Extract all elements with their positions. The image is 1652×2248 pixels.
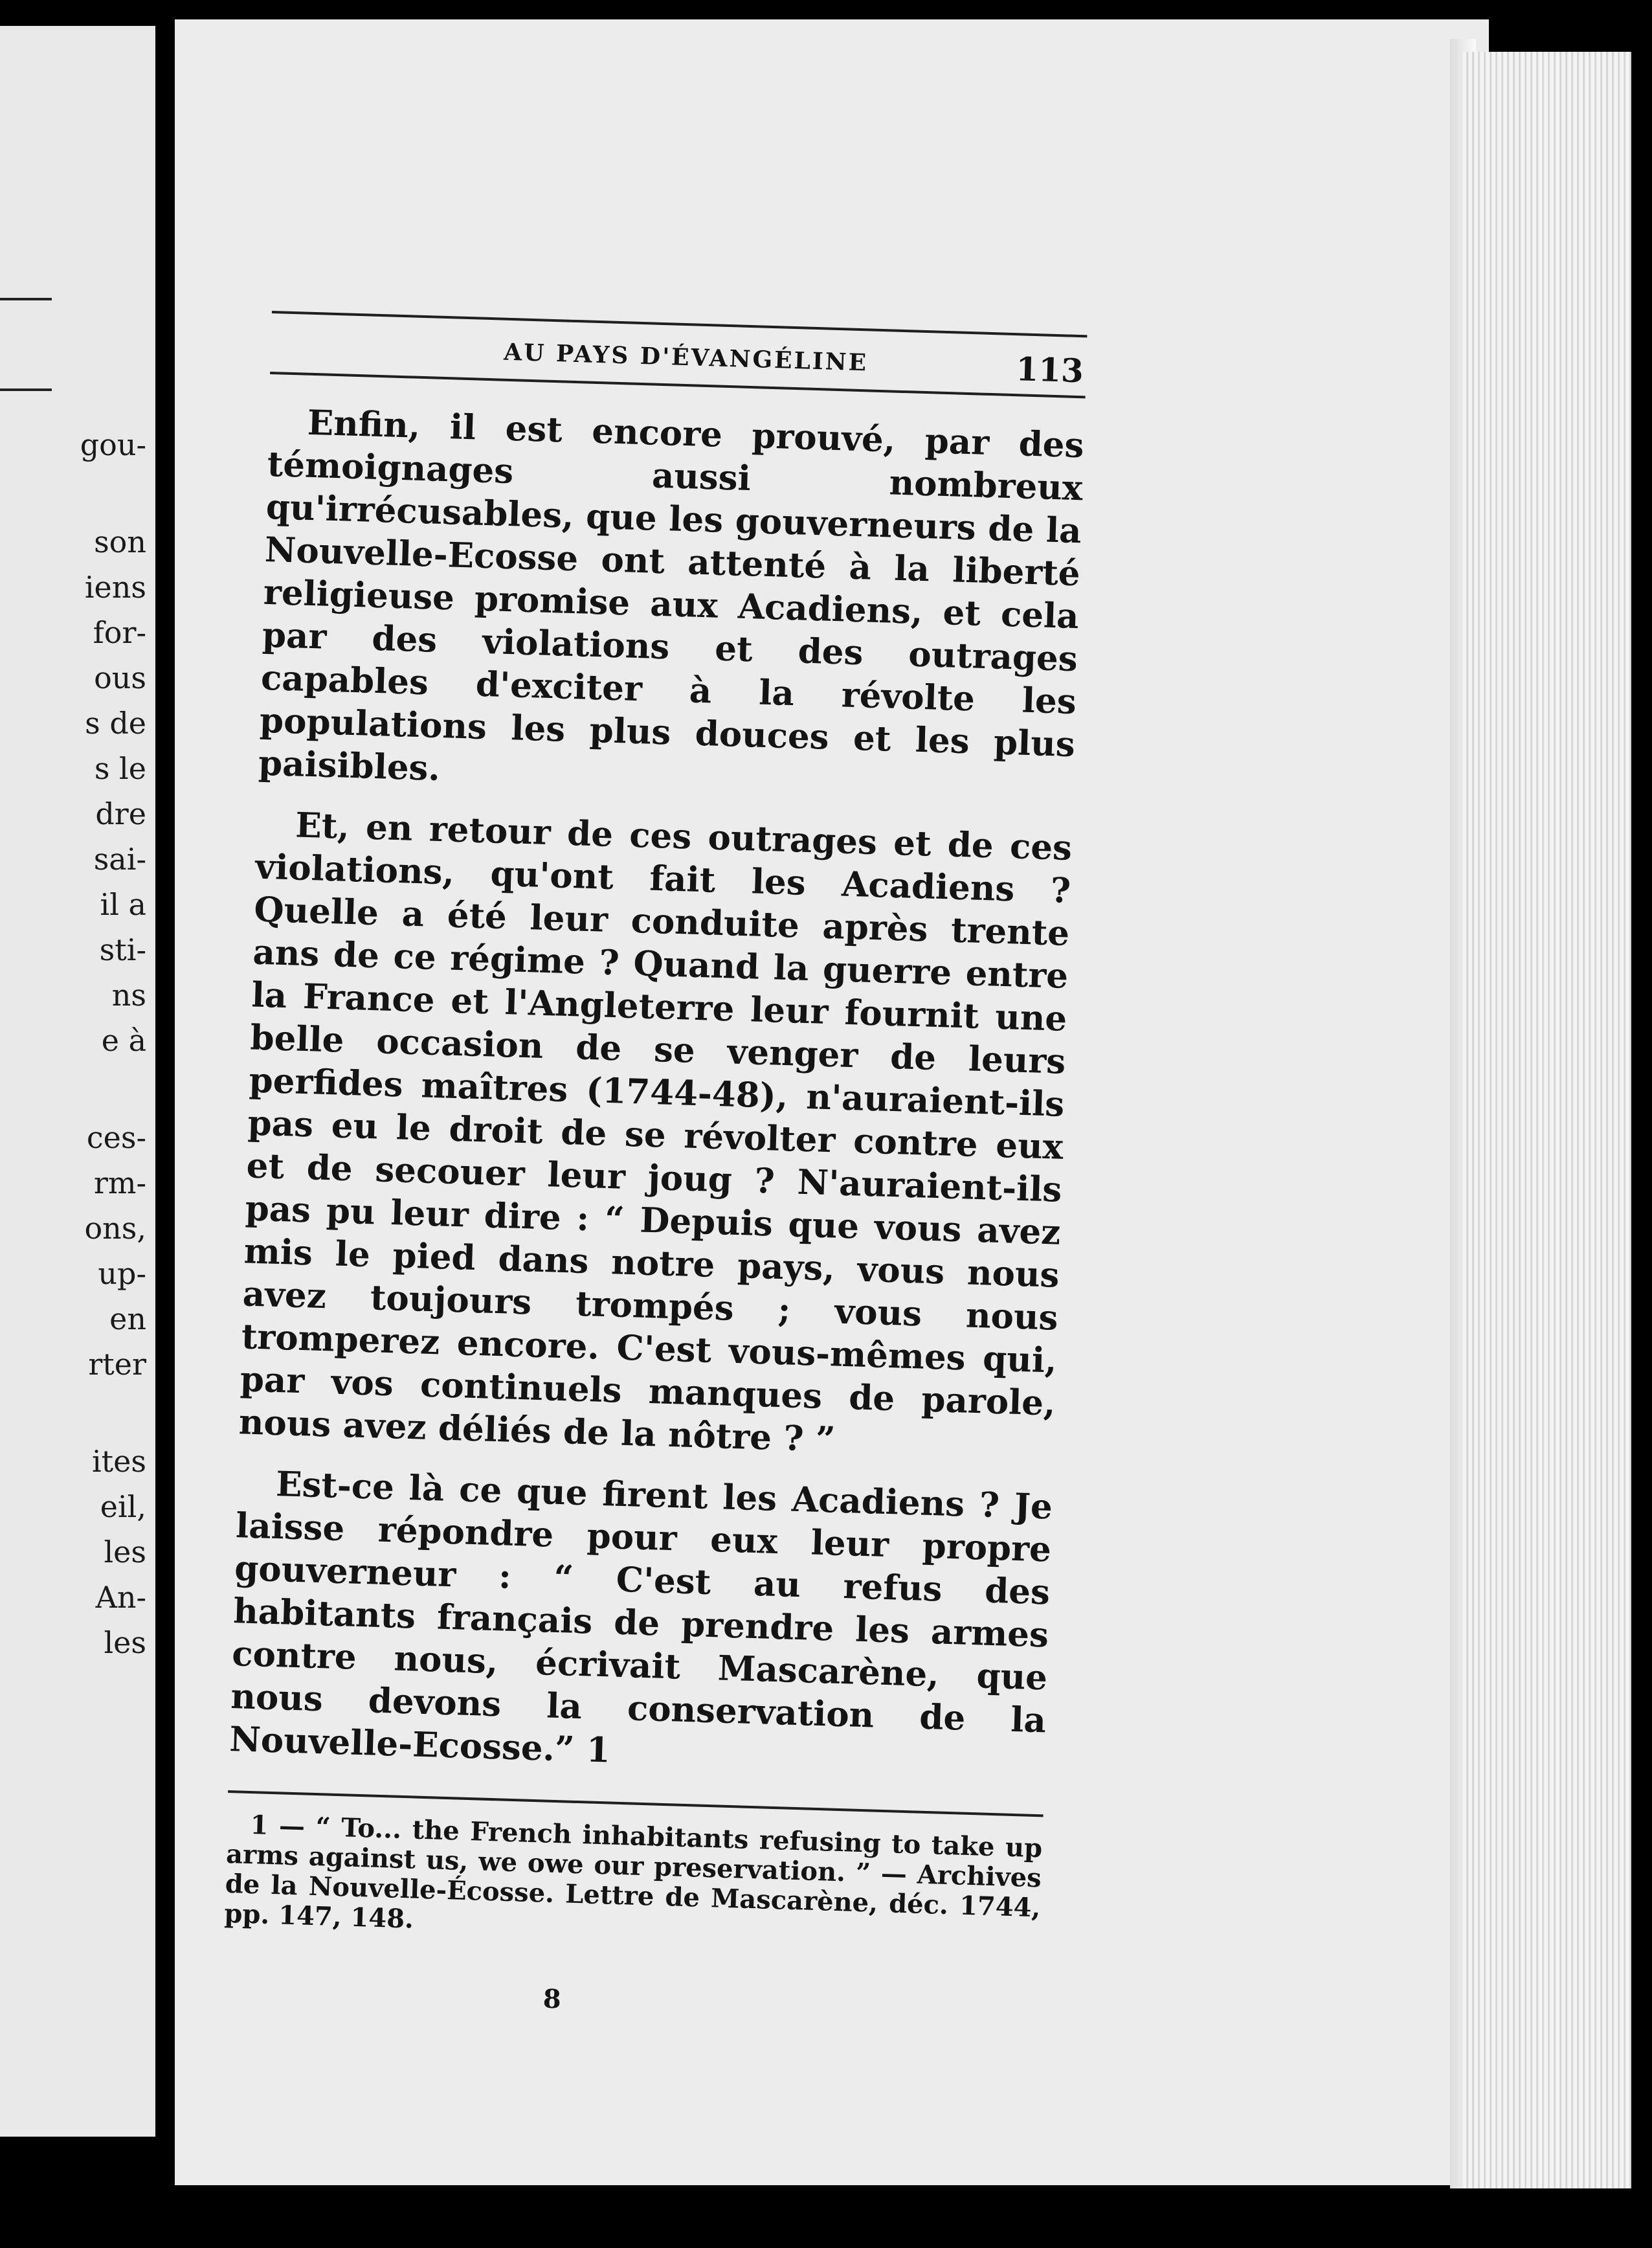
page-number: 113: [1015, 350, 1084, 390]
left-facing-page: [0, 26, 155, 2137]
left-page-fragment: les: [104, 1534, 146, 1569]
left-page-fragment: iens: [84, 570, 146, 605]
left-page-fragment: rter: [88, 1347, 146, 1382]
left-page-rule-top: [0, 298, 52, 300]
left-page-fragment: en: [109, 1301, 146, 1336]
left-page-fragment: dre: [95, 796, 146, 831]
left-page-fragment: les: [104, 1625, 146, 1660]
left-page-fragment: gou-: [80, 427, 146, 462]
left-page-fragment: sai-: [93, 842, 146, 877]
paragraph-1: Enfin, il est encore prouvé, par des témoignages aussi nombreux qu'irrécusables, que les gouverneurs de la Nouvelle-Ecosse ont attenté à la liberté religieuse promise aux Acadiens, et cela par des violations et des outrages capables d'exciter à la révolte les populations les plus douces et les plus paisibles.: [258, 402, 1085, 789]
left-page-fragment: up-: [98, 1256, 146, 1291]
footnote-text: 1 — “ To... the French inhabitants refusing to take up arms against us, we owe our preservation. ” — Archives de la Nouvelle-Écosse. Lettre de Mascarène, déc. 1744, pp. 147, 148.: [223, 1810, 1043, 1935]
paragraph-3: Est-ce là ce que firent les Acadiens ? Je laisse répondre pour eux leur propre gouverneur : “ C'est au refus des habitants français de prendre les armes contre nous, écrivait Mascarène, que nous devons la conservation de la Nouvelle-Ecosse.” 1: [229, 1463, 1053, 1771]
left-page-fragment: ous: [94, 660, 146, 695]
left-page-fragment: s de: [85, 706, 146, 741]
left-page-fragment: s le: [94, 751, 146, 786]
book-gutter: [155, 0, 175, 2248]
left-page-fragment: son: [94, 524, 146, 559]
left-page-fragment: il a: [100, 887, 146, 922]
left-page-fragment: eil,: [100, 1489, 146, 1524]
left-page-fragment: ons,: [84, 1211, 146, 1246]
left-page-rule-bottom: [0, 388, 52, 391]
left-page-fragment: for-: [93, 615, 146, 650]
paragraph-2: Et, en retour de ces outrages et de ces violations, qu'ont fait les Acadiens ? Quelle a été leur conduite après trente ans de ce régime ? Quand la guerre entre la France et l'Angleterre leur fournit une belle occasion de se venger de leurs perfides maîtres (1744-48), n'auraient-ils pas eu le droit de se révolter contre eux et de secouer leur joug ? N'auraient-ils pas pu leur dire : “ Depuis que vous avez mis le pied dans notre pays, vous nous avez toujours trompés ; vous nous tromperez encore. C'est vous-mêmes qui, par vos continuels manques de parole, nous avez déliés de la nôtre ? ”: [238, 805, 1073, 1460]
left-page-fragment: sti-: [99, 932, 146, 967]
signature-mark: 8: [542, 1983, 562, 2015]
left-page-fragment: An-: [95, 1580, 146, 1615]
page-edges: [1463, 52, 1631, 2188]
running-title: AU PAYS D'ÉVANGÉLINE: [503, 338, 869, 377]
left-page-fragment: rm-: [93, 1165, 146, 1200]
left-page-fragment: ns: [111, 978, 146, 1013]
left-page-fragment: e à: [101, 1023, 146, 1058]
left-page-fragment: ces-: [86, 1120, 146, 1155]
body-text: [229, 400, 1085, 1784]
page-content: [221, 311, 1087, 2029]
footnote: [224, 1810, 1043, 1953]
left-page-fragment: ites: [91, 1444, 146, 1479]
